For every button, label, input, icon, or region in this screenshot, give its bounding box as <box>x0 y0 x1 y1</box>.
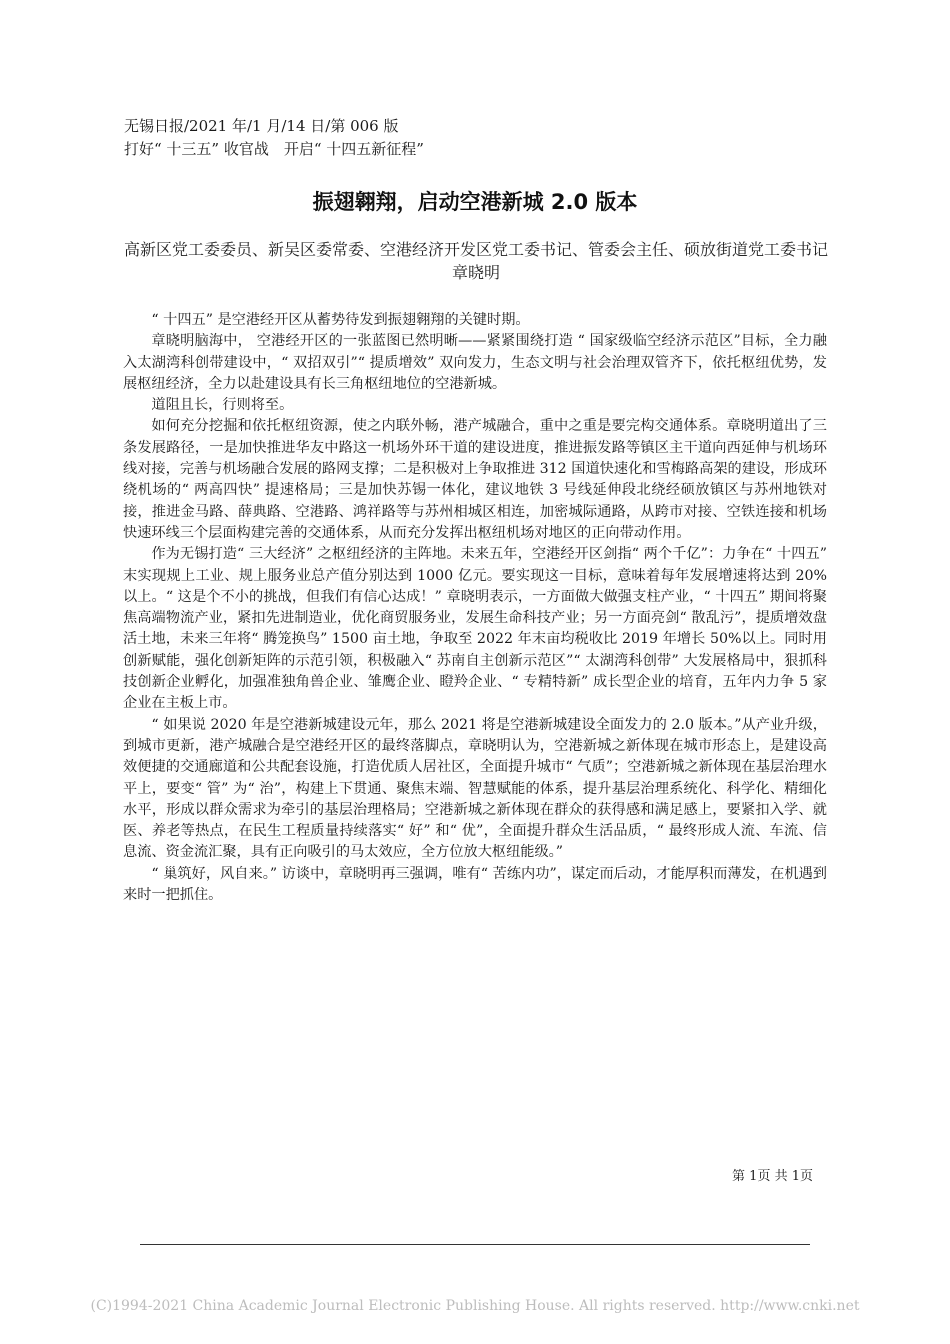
publication-source: 无锡日报/2021 年/1 月/14 日/第 006 版 <box>124 117 399 135</box>
article-body <box>123 310 827 906</box>
column-title: 打好“ 十三五” 收官战 开启“ 十四五新征程” <box>124 140 424 158</box>
article-paragraph: “ 如果说 2020 年是空港新城建设元年，那么 2021 将是空港新城建设全面发力的 2.0 版本。”从产业升级，到城市更新，港产城融合是空港经开区的最终落脚点，章晓明认为，空港新城之新体现在城市形态上，是建设高效便捷的交通廊道和公共配套设施，打造优质人居社区，全面提升城市“ 气质”；空港新城之新体现在基层治理水平上，要变“ 管” 为“ 治”，构建上下贯通、聚焦末端、智慧赋能的体系，提升基层治理系统化、科学化、精细化水平，形成以群众需求为牵引的基层治理格局；空港新城之新体现在群众的获得感和满足感上，要紧扣入学、就医、养老等热点，在民生工程质量持续落实“ 好” 和“ 优”，全面提升群众生活品质，“ 最终形成人流、车流、信息流、资金流汇聚，具有正向吸引的马太效应，全方位放大枢纽能级。” <box>123 716 827 861</box>
copyright-notice: (C)1994-2021 China Academic Journal Electronic Publishing House. All rights reserved. http://www.cnki.net <box>90 1298 860 1314</box>
article-paragraph: “ 巢筑好，风自来。” 访谈中，章晓明再三强调，唯有“ 苦练内功”，谋定而后动，才能厚积而薄发，在机遇到来时一把抓住。 <box>123 865 827 904</box>
article-paragraph: 作为无锡打造“ 三大经济” 之枢纽经济的主阵地。未来五年，空港经开区剑指“ 两个千亿”：力争在“ 十四五” 末实现规上工业、规上服务业总产值分别达到 1000 亿元。要实现这一目标，意味着每年发展增速将达到 20%以上。“ 这是个不小的挑战，但我们有信心达成！” 章晓明表示，一方面做大做强支柱产业，“ 十四五” 期间将聚焦高端物流产业，紧扣先进制造业，优化商贸服务业，发展生命科技产业；另一方面亮剑“ 散乱污”，提质增效盘活土地，未来三年将“ 腾笼换鸟” 1500 亩土地，争取至 2022 年末亩均税收比 2019 年增长 50%以上。同时用创新赋能，强化创新矩阵的示范引领，积极融入“ 苏南自主创新示范区”“ 太湖湾科创带” 大发展格局中，狠抓科技创新企业孵化，加强准独角兽企业、雏鹰企业、瞪羚企业、“ 专精特新” 成长型企业的培育，五年内力争 5 家企业在主板上市。 <box>123 546 827 712</box>
article-paragraph: 如何充分挖掘和依托枢纽资源，使之内联外畅，港产城融合，重中之重是要完构交通体系。章晓明道出了三条发展路径，一是加快推进华友中路这一机场外环干道的建设进度，推进振发路等镇区主干道向西延伸与机场环线对接，完善与机场融合发展的路网支撑；二是积极对上争取推进 312 国道快速化和雪梅路高架的建设，形成环绕机场的“ 两高四快” 提速格局；三是加快苏锡一体化，建议地铁 3 号线延伸段北绕经硕放镇区与苏州地铁对接，推进金马路、薛典路、空港路、鸿祥路等与苏州相城区相连，加密城际通路，从跨市对接、空铁连接和机场快速环线三个层面构建完善的交通体系，从而充分发挥出枢纽机场对地区的正向带动作用。 <box>123 418 827 541</box>
article-title: 振翅翱翔，启动空港新城 2.0 版本 <box>312 190 638 214</box>
article-paragraph: 道阻且长，行则将至。 <box>151 397 294 414</box>
article-author: 高新区党工委委员、新吴区委常委、空港经济开发区党工委书记、管委会主任、硕放街道党工委书记 章晓明 <box>123 240 845 282</box>
article-paragraph: 章晓明脑海中， 空港经开区的一张蓝图已然明晰——紧紧围绕打造 “ 国家级临空经济示范区”目标，全力融入太湖湾科创带建设中，“ 双招双引”“ 提质增效” 双向发力，生态文明与社会治理双管齐下，依托枢纽优势，发展枢纽经济，全力以赴建设具有长三角枢纽地位的空港新城。 <box>123 333 827 392</box>
page-number: 第 1页 共 1页 <box>732 1169 813 1184</box>
footer-divider <box>140 1244 810 1245</box>
article-paragraph: “ 十四五” 是空港经开区从蓄势待发到振翅翱翔的关键时期。 <box>151 312 530 328</box>
